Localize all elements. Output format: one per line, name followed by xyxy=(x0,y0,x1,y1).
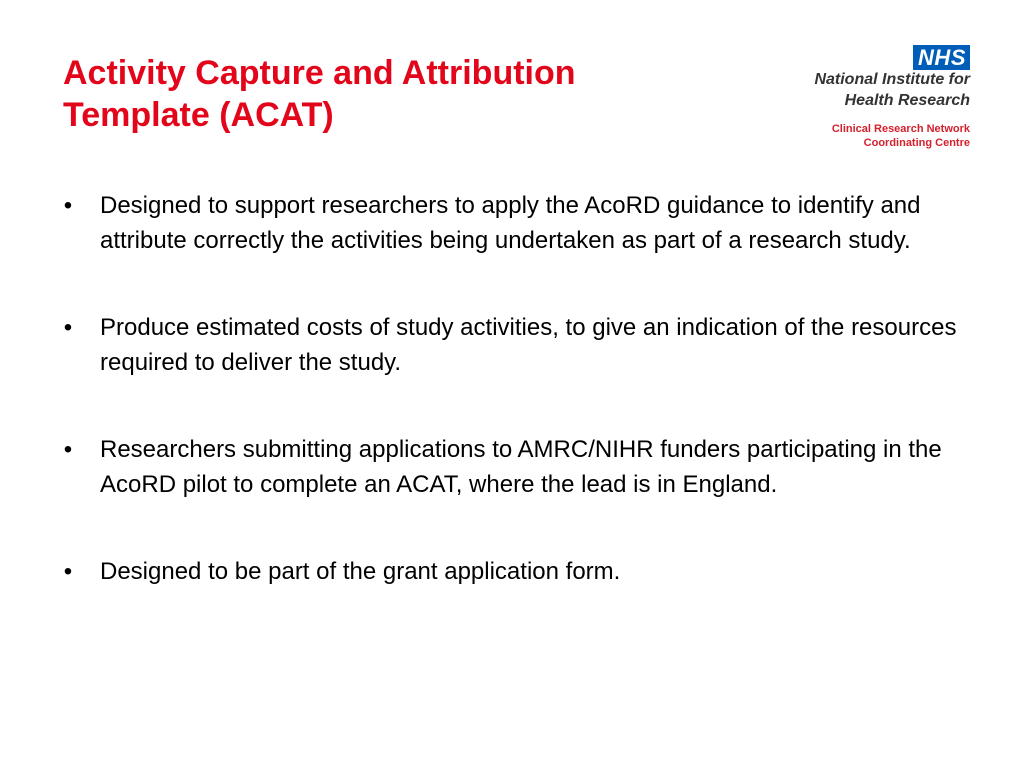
bullet-text: Researchers submitting applications to AMRC/NIHR funders participating in the AcoRD pilot to complete an ACAT, where the lead is in England. xyxy=(100,436,942,498)
bullet-item xyxy=(58,432,968,502)
nihr-logo xyxy=(770,45,970,155)
nhs-badge-logo: NHS xyxy=(913,45,970,70)
bullet-icon: • xyxy=(63,436,73,463)
slide-title-line-2: Template (ACAT) xyxy=(63,96,334,134)
bullet-icon: • xyxy=(63,314,73,341)
logo-subtitle-line-2: Coordinating Centre xyxy=(863,137,970,149)
bullet-list xyxy=(58,188,968,641)
bullet-text: Produce estimated costs of study activities, to give an indication of the resources required to deliver the study. xyxy=(100,314,957,376)
bullet-text: Designed to support researchers to apply the AcoRD guidance to identify and attribute correctly the activities being undertaken as part of a research study. xyxy=(100,192,921,254)
logo-org-name-line-2: Health Research xyxy=(844,92,970,109)
logo-subtitle-line-1: Clinical Research Network xyxy=(831,123,970,135)
logo-org-name-line-1: National Institute for xyxy=(814,71,970,88)
logo-subtitle xyxy=(832,122,970,150)
slide-title xyxy=(63,52,703,136)
bullet-item xyxy=(58,310,968,380)
bullet-item xyxy=(58,188,968,258)
logo-org-name xyxy=(814,69,970,111)
bullet-icon: • xyxy=(63,192,73,219)
bullet-text: Designed to be part of the grant application form. xyxy=(100,558,621,585)
bullet-icon: • xyxy=(63,558,73,585)
slide-title-line-1: Activity Capture and Attribution xyxy=(63,54,576,92)
bullet-item xyxy=(58,554,968,589)
